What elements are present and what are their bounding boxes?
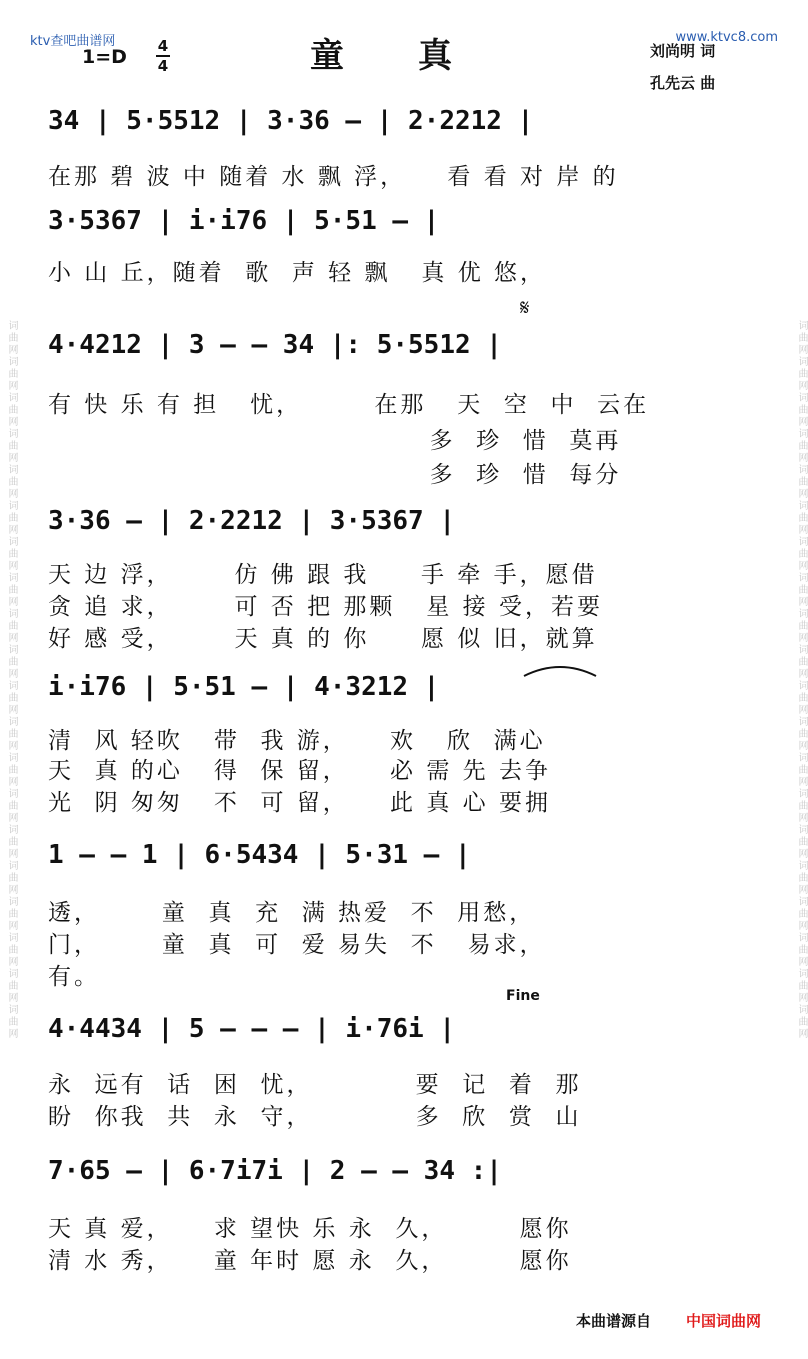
- lyrics-row-6-line-1: 透， 童 真 充 满 热爱 不 用愁，: [48, 900, 536, 926]
- lyricist-credit: 刘尚明 词: [650, 42, 716, 60]
- lyrics-row-5-line-2: 天 真 的心 得 保 留， 必 需 先 去争: [48, 758, 551, 784]
- segno-sign: 𝄋: [520, 296, 530, 321]
- site-watermark-right: www.ktvc8.com: [675, 30, 778, 45]
- time-signature-denominator: 4: [157, 57, 169, 75]
- fine-marker: Fine: [506, 988, 540, 1004]
- time-signature: [156, 38, 170, 74]
- notation-row-6-notes: 1 — — 1 | 6·5434 | 5·31 — |: [48, 840, 471, 870]
- watermark-strip-left: 词曲网词曲网词曲网词曲网词曲网词曲网词曲网词曲网词曲网词曲网词曲网词曲网词曲网词曲网词曲网词曲网词曲网词曲网词曲网词曲网: [6, 319, 17, 1040]
- lyrics-row-2-line-1: 小 山 丘，随着 歌 声 轻 飘 真 优 悠，: [48, 260, 547, 286]
- time-signature-numerator: 4: [157, 37, 169, 55]
- lyrics-row-4-line-1: 天 边 浮， 仿 佛 跟 我 手 牵 手，愿借: [48, 562, 598, 588]
- lyrics-row-3-line-3: 多 珍 惜 每分: [48, 462, 622, 488]
- footer-source-label: 本曲谱源自: [576, 1312, 652, 1330]
- lyrics-row-8-line-1: 天 真 爱， 求 望快 乐 永 久， 愿你: [48, 1216, 572, 1242]
- notation-row-4-notes: 3·36 — | 2·2212 | 3·5367 |: [48, 506, 455, 536]
- lyrics-row-3-line-1: 有 快 乐 有 担 忧， 在那 天 空 中 云在: [48, 392, 650, 418]
- lyrics-row-7-line-2: 盼 你我 共 永 守， 多 欣 赏 山: [48, 1104, 582, 1130]
- lyrics-row-5-line-3: 光 阴 匆匆 不 可 留， 此 真 心 要拥: [48, 790, 551, 816]
- song-title: 童真: [310, 36, 526, 76]
- lyrics-row-1-line-1: 在那 碧 波 中 随着 水 飘 浮， 看 看 对 岸 的: [48, 164, 619, 190]
- lyrics-row-6-line-2: 门， 童 真 可 爱 易失 不 易求，: [48, 932, 546, 958]
- composer-credit: 孔先云 曲: [650, 74, 716, 92]
- lyrics-row-3-line-2: 多 珍 惜 莫再: [48, 428, 622, 454]
- lyrics-row-7-line-1: 永 远有 话 困 忧， 要 记 着 那: [48, 1072, 582, 1098]
- notation-row-6: [0, 840, 808, 900]
- notation-row-1-notes: 34 | 5·5512 | 3·36 — | 2·2212 |: [48, 106, 534, 136]
- notation-row-7: [0, 1014, 808, 1074]
- footer-site-link[interactable]: 中国词曲网: [686, 1312, 762, 1330]
- notation-row-8-notes: 7·65 — | 6·7i7i | 2 — — 34 :|: [48, 1156, 502, 1186]
- lyrics-row-4-line-3: 好 感 受， 天 真 的 你 愿 似 旧，就算: [48, 626, 598, 652]
- notation-row-8: [0, 1156, 808, 1216]
- notation-row-5-notes: i·i76 | 5·51 — | 4·3212 |: [48, 672, 440, 702]
- lyrics-row-5-line-1: 清 风 轻吹 带 我 游， 欢 欣 满心: [48, 728, 546, 754]
- key-signature: 1=D: [82, 46, 127, 68]
- notation-row-3: [0, 330, 808, 390]
- notation-row-7-notes: 4·4434 | 5 — — — | i·76i |: [48, 1014, 455, 1044]
- lyrics-row-6-line-3: 有。: [48, 964, 100, 990]
- site-watermark-left: ktv查吧曲谱网: [30, 34, 116, 49]
- lyrics-row-4-line-2: 贪 追 求， 可 否 把 那颗 星 接 受，若要: [48, 594, 603, 620]
- notation-row-2-notes: 3·5367 | i·i76 | 5·51 — |: [48, 206, 440, 236]
- watermark-strip-right: 词曲网词曲网词曲网词曲网词曲网词曲网词曲网词曲网词曲网词曲网词曲网词曲网词曲网词曲网词曲网词曲网词曲网词曲网词曲网词曲网: [796, 319, 807, 1040]
- notation-row-1: [0, 106, 808, 166]
- slur-mark: [520, 664, 600, 678]
- lyrics-row-8-line-2: 清 水 秀， 童 年时 愿 永 久， 愿你: [48, 1248, 572, 1274]
- notation-row-3-notes: 4·4212 | 3 — — 34 |: 5·5512 |: [48, 330, 502, 360]
